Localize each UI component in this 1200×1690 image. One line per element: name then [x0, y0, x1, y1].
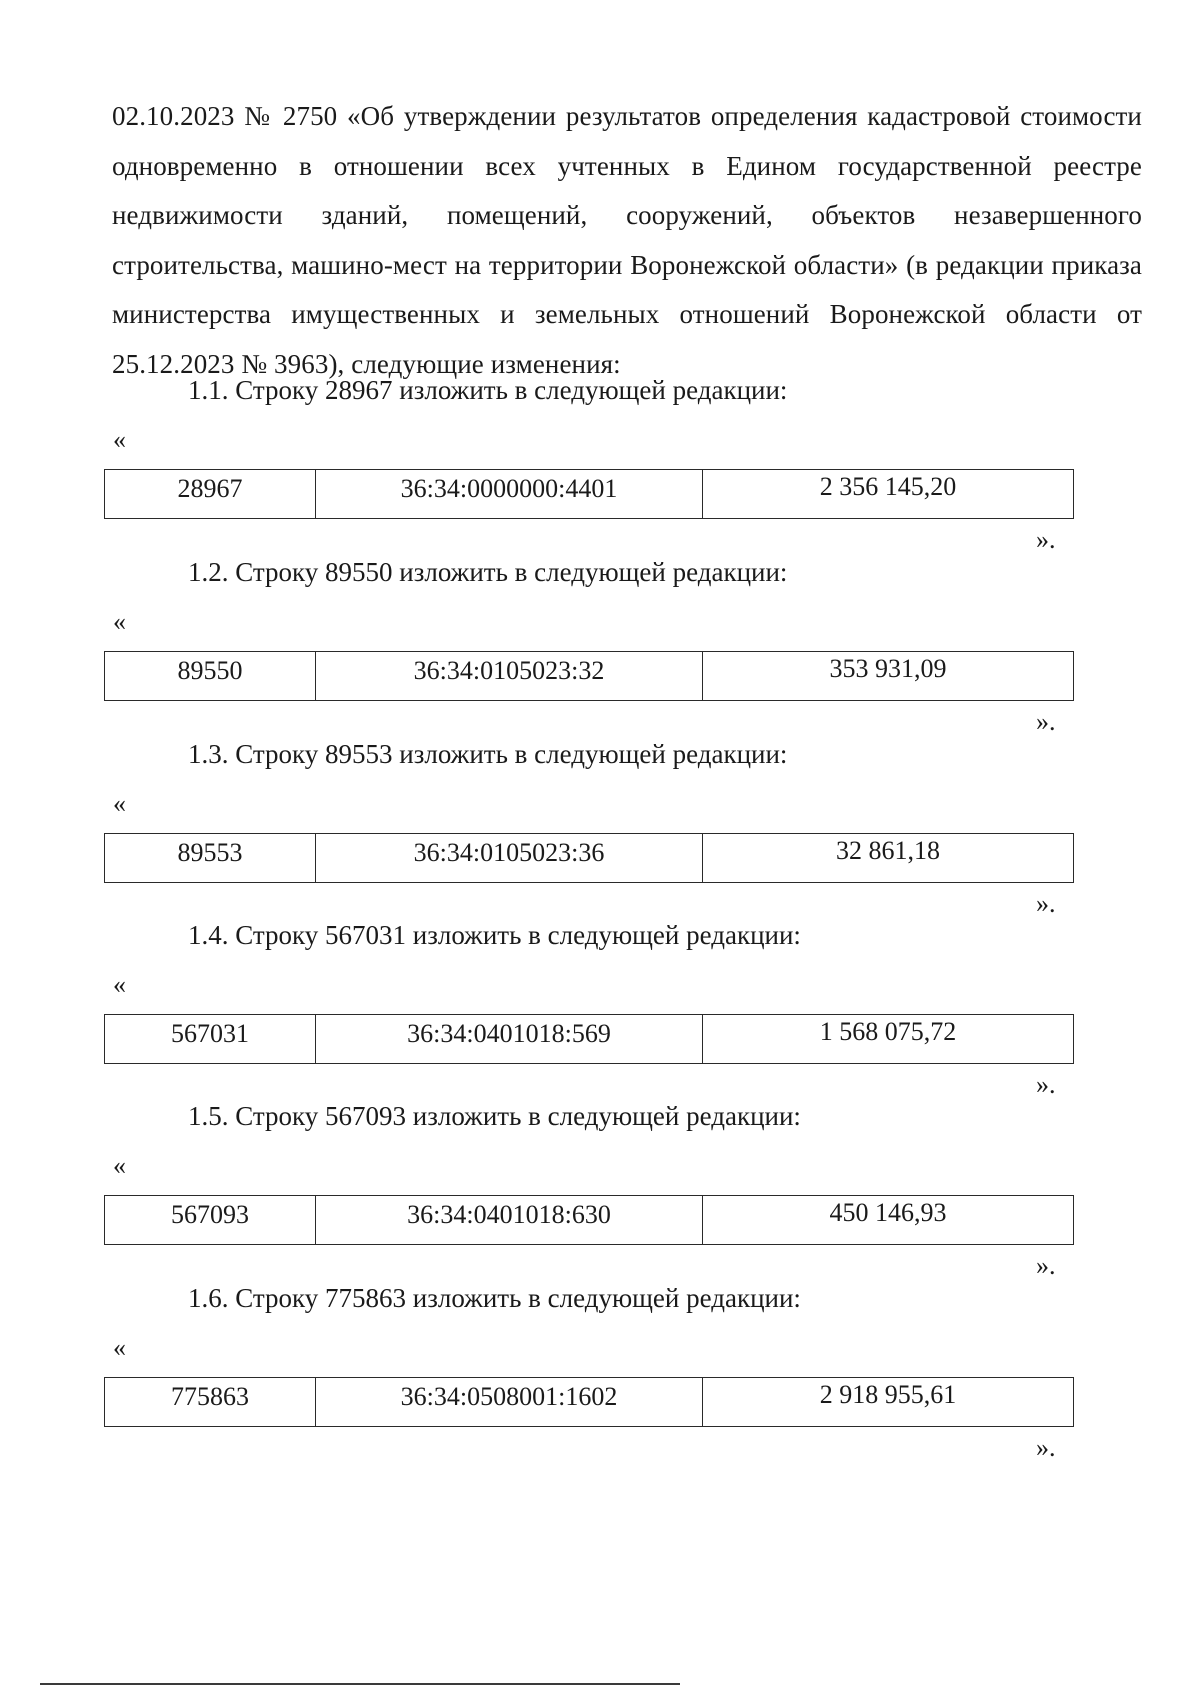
- amendment-heading: 1.3. Строку 89553 изложить в следующей редакции:: [188, 739, 788, 769]
- opening-quote: «: [113, 789, 126, 818]
- cadastral-number-cell: 36:34:0401018:630: [316, 1196, 703, 1244]
- closing-quote: ».: [1036, 525, 1056, 554]
- opening-quote: «: [113, 970, 126, 999]
- closing-quote: ».: [1036, 707, 1056, 736]
- table-row: [104, 833, 1074, 883]
- row-number-cell: 567031: [105, 1015, 316, 1063]
- table-row: [104, 1014, 1074, 1064]
- closing-quote: ».: [1036, 1251, 1056, 1280]
- cadastral-value-cell: 1 568 075,72: [819, 1017, 957, 1046]
- amendment-heading: 1.5. Строку 567093 изложить в следующей редакции:: [188, 1101, 801, 1131]
- cadastral-value-cell: 32 861,18: [836, 836, 940, 865]
- cadastral-value-cell: 353 931,09: [829, 654, 947, 683]
- cadastral-number-cell: 36:34:0105023:36: [316, 834, 703, 882]
- closing-quote: ».: [1036, 889, 1056, 918]
- cadastral-number-cell: 36:34:0401018:569: [316, 1015, 703, 1063]
- closing-quote: ».: [1036, 1433, 1056, 1462]
- table-row: [104, 1195, 1074, 1245]
- row-number-cell: 89553: [105, 834, 316, 882]
- cadastral-value-cell: 450 146,93: [829, 1198, 947, 1227]
- bottom-divider: [40, 1683, 680, 1685]
- amendment-heading: 1.1. Строку 28967 изложить в следующей редакции:: [188, 375, 788, 405]
- amendment-heading: 1.4. Строку 567031 изложить в следующей редакции:: [188, 920, 801, 950]
- cadastral-number-cell: 36:34:0508001:1602: [316, 1378, 703, 1426]
- opening-quote: «: [113, 1151, 126, 1180]
- table-row: [104, 469, 1074, 519]
- amendment-heading: 1.2. Строку 89550 изложить в следующей редакции:: [188, 557, 788, 587]
- table-row: [104, 1377, 1074, 1427]
- table-row: [104, 651, 1074, 701]
- opening-quote: «: [113, 607, 126, 636]
- row-number-cell: 89550: [105, 652, 316, 700]
- closing-quote: ».: [1036, 1070, 1056, 1099]
- intro-text: 02.10.2023 № 2750 «Об утверждении результатов определения кадастровой стоимости одновременно в отношении всех учтенных в Едином государственной реестре недвижимости зданий, помещений, сооружений, объектов незавершенного строительства, машино-мест на территории Воронежской области» (в редакции приказа министерства имущественных и земельных отношений Воронежской области от 25.12.2023 № 3963), следующие изменения:: [112, 101, 1142, 379]
- cadastral-number-cell: 36:34:0105023:32: [316, 652, 703, 700]
- cadastral-value-cell: 2 356 145,20: [819, 472, 957, 501]
- row-number-cell: 28967: [105, 470, 316, 518]
- row-number-cell: 567093: [105, 1196, 316, 1244]
- intro-paragraph: [112, 92, 1142, 389]
- cadastral-value-cell: 2 918 955,61: [819, 1380, 957, 1409]
- row-number-cell: 775863: [105, 1378, 316, 1426]
- amendment-heading: 1.6. Строку 775863 изложить в следующей редакции:: [188, 1283, 801, 1313]
- cadastral-number-cell: 36:34:0000000:4401: [316, 470, 703, 518]
- opening-quote: «: [113, 425, 126, 454]
- opening-quote: «: [113, 1333, 126, 1362]
